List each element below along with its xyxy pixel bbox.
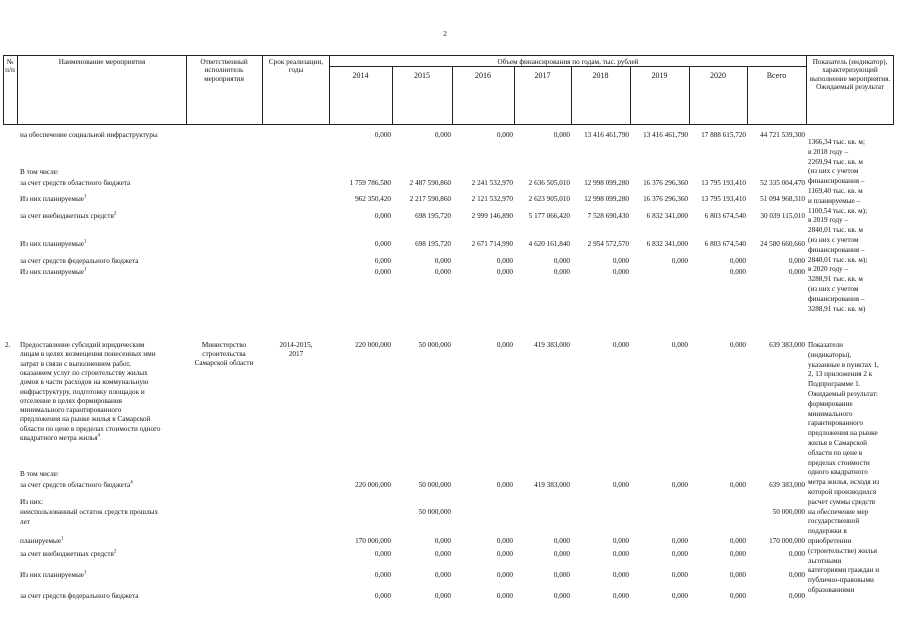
- row-label: [20, 212, 116, 220]
- measure-name-line: Предоставление субсидий юридическим: [20, 341, 145, 349]
- indicator-line: 1366,34 тыс. кв. м;: [808, 138, 865, 146]
- cell-value: 0,000: [612, 571, 629, 579]
- cell-value: 2 487 590,860: [409, 179, 451, 187]
- cell-value: 0,000: [374, 131, 391, 139]
- cell-value: 44 721 539,300: [760, 131, 805, 139]
- indicator-line: (из них с учетом: [808, 167, 859, 176]
- cell-value: 6 803 674,540: [704, 240, 746, 248]
- cell-value: 12 998 099,280: [584, 179, 629, 187]
- indicator-line: пределах стоимости: [808, 458, 870, 467]
- cell-value: 0,000: [374, 268, 391, 276]
- cell-value: 2 999 146,890: [471, 212, 513, 220]
- indicator-line: на обеспечение мер: [808, 507, 869, 516]
- row-number: 2.: [5, 341, 11, 349]
- cell-value: 0,000: [374, 240, 391, 248]
- header-name: Наименование мероприятия: [58, 58, 146, 66]
- cell-value: 0,000: [671, 571, 688, 579]
- indicator-line: жилья в Самарской: [808, 439, 867, 447]
- indicator-line: в 2020 году –: [808, 265, 849, 274]
- cell-value: 50 000,000: [418, 508, 451, 516]
- header-period: Срок реализации, годы: [268, 58, 324, 75]
- footnote-mark: 2: [113, 549, 117, 555]
- footnote-mark: 1: [83, 194, 87, 200]
- cell-value: 0,000: [553, 550, 570, 558]
- cell-value: 51 094 968,310: [760, 195, 805, 203]
- cell-value: 0,000: [434, 592, 451, 600]
- period-line: 2014-2015,: [279, 341, 313, 349]
- indicator-line: расчет суммы средств: [808, 497, 876, 506]
- year-header: 2018: [592, 71, 609, 80]
- cell-value: 30 039 115,010: [760, 212, 805, 220]
- row-label: [20, 240, 86, 248]
- indicator-line: Ожидаемый результат:: [808, 390, 878, 398]
- row-label-text: за счет средств федерального бюджета: [20, 257, 139, 265]
- cell-value: 0,000: [729, 257, 746, 265]
- indicator-line: поддержки в: [808, 527, 847, 536]
- indicator-line: 2840,01 тыс. кв. м);: [808, 255, 868, 264]
- header-indicator: Показатель (индикатор), характеризующий выполнение мероприятия. Ожидаемый результат: [809, 58, 891, 92]
- cell-value: 2 671 714,990: [471, 240, 513, 248]
- cell-value: 52 335 004,470: [760, 179, 805, 187]
- header-responsible: Ответственный исполнитель мероприятия: [200, 58, 248, 83]
- cell-value: 419 383,000: [534, 341, 570, 349]
- cell-value: 698 195,720: [415, 240, 451, 248]
- indicator-line: (индикаторы),: [808, 350, 852, 359]
- measure-name-line: минимального гарантированного: [20, 406, 122, 415]
- cell-value: 0,000: [496, 257, 513, 265]
- indicator-line: 1100,54 тыс. кв. м);: [808, 206, 868, 215]
- cell-value: 2 241 532,970: [471, 179, 513, 187]
- row-label-text: за счет средств областного бюджета: [20, 481, 131, 489]
- indicator-line: финансирования –: [808, 177, 865, 186]
- cell-value: 0,000: [374, 257, 391, 265]
- cell-value: 0,000: [434, 550, 451, 558]
- row-label-text: за счет средств федерального бюджета: [20, 592, 139, 600]
- indicator-line: (из них с учетом: [808, 285, 859, 293]
- cell-value: 0,000: [612, 268, 629, 276]
- indicator-line: Показатели: [808, 341, 843, 349]
- indicator-line: образованиями: [808, 586, 855, 594]
- footnote-mark: 4: [97, 433, 101, 439]
- period-line: 2017: [288, 350, 304, 358]
- indicator-line: 1169,40 тыс. кв. м: [808, 187, 863, 195]
- footnote-mark: 1: [61, 536, 64, 542]
- footnote-mark: 2: [113, 211, 117, 217]
- cell-value: 0,000: [612, 537, 629, 545]
- cell-value: 0,000: [374, 592, 391, 600]
- cell-value: 0,000: [612, 341, 629, 349]
- row-label: [20, 518, 30, 526]
- cell-value: 170 000,000: [769, 537, 805, 545]
- row-label: [20, 268, 86, 276]
- row-label: [20, 508, 158, 516]
- indicator-line: минимального: [808, 409, 853, 418]
- indicator-line: категориями граждан и: [808, 566, 880, 575]
- row-label-text: за счет внебюджетных средств: [20, 550, 114, 558]
- cell-value: 6 832 341,000: [646, 212, 688, 220]
- indicator-line: 3288,91 тыс. кв. м: [808, 275, 863, 284]
- year-header: 2017: [534, 71, 551, 80]
- cell-value: 0,000: [671, 481, 688, 489]
- page-number: 2: [443, 30, 447, 38]
- cell-value: 0,000: [788, 268, 805, 276]
- cell-value: 0,000: [496, 268, 513, 276]
- cell-value: 0,000: [671, 257, 688, 265]
- cell-value: 6 832 341,000: [646, 240, 688, 248]
- footnote-mark: 4: [130, 480, 133, 486]
- row-label-text: В том числе:: [20, 470, 59, 478]
- cell-value: 0,000: [374, 571, 391, 579]
- col-border: [893, 55, 894, 125]
- cell-value: 1 759 786,580: [349, 179, 391, 187]
- indicator-line: метра жилья, исходя из: [808, 478, 880, 487]
- indicator-line: области по цене в: [808, 448, 863, 457]
- cell-value: 50 000,000: [418, 481, 451, 489]
- indicator-line: которой производился: [808, 488, 877, 496]
- cell-value: 0,000: [434, 131, 451, 139]
- indicator-line: 2269,94 тыс. кв. м: [808, 157, 863, 166]
- cell-value: 2 121 532,970: [471, 195, 513, 203]
- row-label: [20, 131, 158, 139]
- indicator-line: 2, 13 приложения 2 к: [808, 370, 873, 379]
- row-label: [20, 550, 116, 558]
- indicator-line: в 2019 году –: [808, 216, 849, 225]
- cell-value: 13 416 461,790: [584, 131, 629, 139]
- indicator-line: государственной: [808, 517, 860, 526]
- row-label-text: неиспользованный остаток средств прошлых: [20, 508, 159, 516]
- indicator-line: финансирования –: [808, 245, 865, 254]
- cell-value: 24 580 660,660: [760, 240, 805, 248]
- row-label-text: Из них планируемые: [20, 571, 84, 579]
- cell-value: 0,000: [553, 268, 570, 276]
- cell-value: 0,000: [729, 341, 746, 349]
- row-label-text: на обеспечение социальной инфраструктуры: [20, 131, 158, 139]
- cell-value: 6 803 674,540: [704, 212, 746, 220]
- cell-value: 0,000: [729, 550, 746, 558]
- cell-value: 220 000,000: [355, 481, 391, 489]
- footnote-mark: 1: [83, 570, 87, 576]
- cell-value: 962 350,420: [355, 195, 391, 203]
- cell-value: 2 954 572,570: [587, 240, 629, 248]
- cell-value: 0,000: [374, 212, 391, 220]
- indicator-line: 2840,01 тыс. кв. м: [808, 226, 863, 235]
- cell-value: 0,000: [788, 592, 805, 600]
- measure-name-line: предложения на рынке жилья в Самарской: [20, 415, 151, 424]
- footnote-mark: 1: [83, 239, 87, 245]
- cell-value: 0,000: [729, 592, 746, 600]
- cell-value: 639 383,000: [769, 481, 805, 489]
- cell-value: 0,000: [434, 571, 451, 579]
- cell-value: 17 888 615,720: [701, 131, 746, 139]
- col-border: [186, 55, 187, 125]
- cell-value: 0,000: [434, 268, 451, 276]
- row-label-text: планируемые: [20, 537, 62, 545]
- measure-name-line: квадратного метра жилья$^4$: [20, 433, 101, 442]
- cell-value: 0,000: [434, 257, 451, 265]
- cell-value: 220 000,000: [355, 341, 391, 349]
- row-label-text: В том числе:: [20, 168, 59, 176]
- header-funding: Объем финансирования по годам, тыс. рублей: [497, 58, 639, 66]
- row-label-text: Из них планируемые: [20, 195, 84, 203]
- row-label-text: лет: [20, 518, 30, 526]
- cell-value: 4 620 161,840: [528, 240, 570, 248]
- cell-value: 0,000: [496, 537, 513, 545]
- indicator-line: (строительстве) жилья: [808, 546, 878, 555]
- measure-name-line: лицам в целях возмещения понесенных ими: [20, 350, 156, 359]
- row-label: [20, 179, 130, 187]
- year-header: 2016: [475, 71, 491, 80]
- indicator-line: 3288,91 тыс. кв. м): [808, 304, 866, 313]
- indicator-line: приобретении: [808, 537, 852, 545]
- cell-value: 0,000: [496, 131, 513, 139]
- responsible-line: строительства: [202, 350, 246, 358]
- row-label-text: Из них планируемые: [20, 240, 84, 248]
- cell-value: 2 636 505,010: [528, 179, 570, 187]
- header-num: № п/п: [5, 58, 15, 75]
- cell-value: 16 376 296,360: [643, 195, 688, 203]
- measure-name-line: инфраструктуру, подготовку площадок и: [20, 387, 145, 396]
- cell-value: 0,000: [612, 592, 629, 600]
- measure-name-line: отселение в целях формирования: [20, 396, 122, 405]
- cell-value: 0,000: [612, 481, 629, 489]
- cell-value: 2 217 590,860: [409, 195, 451, 203]
- cell-value: 0,000: [671, 550, 688, 558]
- year-header: 2015: [414, 71, 430, 80]
- responsible-line: Министерство: [201, 341, 247, 349]
- header-bottom-border: [3, 124, 893, 125]
- cell-value: 13 795 193,410: [701, 195, 746, 203]
- cell-value: 7 528 690,430: [587, 212, 629, 220]
- cell-value: 0,000: [788, 257, 805, 265]
- row-label: [20, 481, 133, 489]
- cell-value: 0,000: [612, 550, 629, 558]
- row-label: [20, 195, 86, 203]
- cell-value: 2 623 905,010: [528, 195, 570, 203]
- indicator-line: Подпрограмме 1.: [808, 380, 861, 389]
- cell-value: 0,000: [671, 341, 688, 349]
- indicator-line: и планируемые –: [808, 196, 861, 205]
- footnote-mark: 1: [83, 267, 87, 273]
- cell-value: 0,000: [496, 550, 513, 558]
- cell-value: 50 000,000: [772, 508, 805, 516]
- cell-value: 0,000: [496, 592, 513, 600]
- cell-value: 0,000: [496, 481, 513, 489]
- cell-value: 0,000: [496, 571, 513, 579]
- row-label: [20, 470, 59, 478]
- row-label-text: Из них планируемые: [20, 268, 84, 276]
- measure-name-line: затрат в связи с выполнением работ,: [20, 359, 131, 368]
- cell-value: 13 416 461,790: [643, 131, 688, 139]
- cell-value: 0,000: [553, 571, 570, 579]
- indicator-line: льготными: [808, 556, 842, 565]
- cell-value: 5 177 066,420: [528, 212, 570, 220]
- row-label: [20, 537, 64, 545]
- cell-value: 0,000: [729, 571, 746, 579]
- header-top-border: [3, 55, 893, 56]
- indicator-line: указанные в пунктах 1,: [808, 360, 879, 369]
- cell-value: 0,000: [612, 257, 629, 265]
- cell-value: 698 195,720: [415, 212, 451, 220]
- cell-value: 0,000: [553, 257, 570, 265]
- cell-value: 0,000: [553, 537, 570, 545]
- year-header: Всего: [766, 71, 787, 80]
- cell-value: 12 998 099,280: [584, 195, 629, 203]
- indicator-line: (из них с учетом: [808, 236, 859, 244]
- cell-value: 0,000: [729, 537, 746, 545]
- measure-name-line: оказанием услуг по строительству жилых: [20, 368, 148, 377]
- row-label-text: Из них:: [20, 498, 44, 506]
- col-border: [17, 55, 18, 125]
- cell-value: 0,000: [788, 550, 805, 558]
- cell-value: 0,000: [729, 268, 746, 276]
- indicator-line: в 2018 году –: [808, 147, 849, 156]
- cell-value: 0,000: [671, 592, 688, 600]
- row-label: [20, 592, 138, 600]
- year-header: 2020: [710, 71, 726, 80]
- indicator-line: финансирования –: [808, 294, 865, 303]
- responsible-line: Самарской области: [194, 359, 254, 367]
- cell-value: 639 383,000: [769, 341, 805, 349]
- cell-value: 16 376 296,360: [643, 179, 688, 187]
- indicator-line: гарантированного: [808, 419, 864, 428]
- indicator-line: публично-правовыми: [808, 576, 874, 585]
- cell-value: 170 000,000: [355, 537, 391, 545]
- measure-name-line: области по цене в пределах стоимости одного: [20, 424, 161, 433]
- cell-value: 0,000: [729, 481, 746, 489]
- row-label-text: за счет средств областного бюджета: [20, 179, 131, 187]
- row-label: [20, 168, 59, 176]
- row-label: [20, 257, 138, 265]
- cell-value: 0,000: [671, 537, 688, 545]
- cell-value: 0,000: [434, 537, 451, 545]
- row-label: [20, 571, 86, 579]
- col-border: [806, 55, 807, 125]
- cell-value: 419 383,000: [534, 481, 570, 489]
- row-label: [20, 498, 43, 506]
- year-header: 2019: [651, 71, 668, 80]
- indicator-line: предложения на рынке: [808, 429, 878, 438]
- indicator-line: формирование: [808, 399, 853, 408]
- year-header: 2014: [352, 71, 369, 80]
- cell-value: 50 000,000: [418, 341, 451, 349]
- indicator-line: одного квадратного: [808, 468, 868, 477]
- cell-value: 0,000: [496, 341, 513, 349]
- cell-value: 0,000: [553, 131, 570, 139]
- row-label-text: за счет внебюджетных средств: [20, 212, 114, 220]
- col-border: [262, 55, 263, 125]
- cell-value: 0,000: [788, 571, 805, 579]
- cell-value: 0,000: [374, 550, 391, 558]
- cell-value: 13 795 193,410: [701, 179, 746, 187]
- measure-name-line: домов в части расходов на коммунальную: [20, 378, 149, 387]
- cell-value: 0,000: [553, 592, 570, 600]
